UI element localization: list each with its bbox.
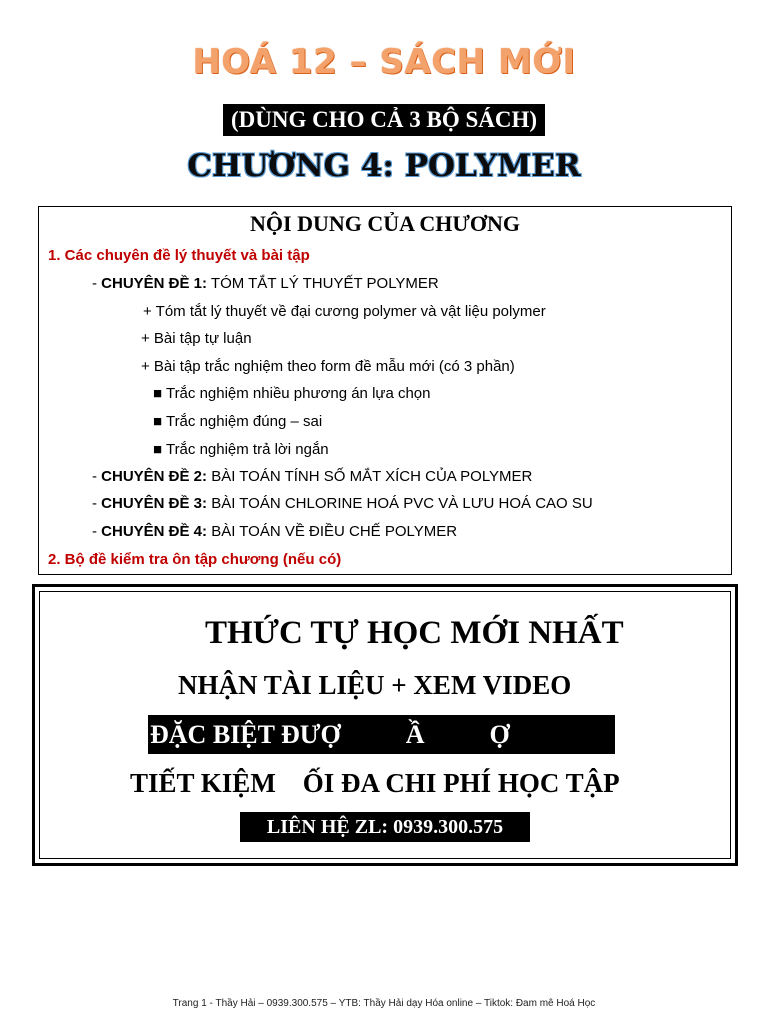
topic-2 [92,467,532,487]
topic-4-text: BÀI TOÁN VỀ ĐIỀU CHẾ POLYMER [207,523,458,540]
section-review-tests: 2. Bộ đề kiểm tra ôn tập chương (nếu có) [48,551,342,568]
topic-3-label: CHUYÊN ĐỀ 3: [101,495,208,512]
topic-1 [92,274,439,294]
quiz-part-multiple-choice: ■ Trắc nghiệm nhiều phương án lựa chọn [153,385,431,402]
document-subtitle: (DÙNG CHO CẢ 3 BỘ SÁCH) [223,104,545,136]
document-title: HOÁ 12 – SÁCH MỚI [192,42,576,82]
promo-line-1: THỨC TỰ HỌC MỚI NHẤT [205,615,624,651]
quiz-part-short-answer: ■ Trắc nghiệm trả lời ngắn [153,441,329,458]
topic-1-item-summary: + Tóm tắt lý thuyết về đại cương polymer và vật liệu polymer [143,303,546,320]
topic-3-prefix: - [92,495,102,512]
topic-1-text: TÓM TẮT LÝ THUYẾT POLYMER [207,275,439,292]
promo-line-2: NHẬN TÀI LIỆU + XEM VIDEO [178,670,572,700]
topic-1-item-quiz: + Bài tập trắc nghiệm theo form đề mẫu mới (có 3 phần) [141,358,515,375]
promo-line-3: ĐẶC BIỆT ĐƯỢ Ầ Ợ [150,720,510,749]
topic-1-label: CHUYÊN ĐỀ 1: [101,275,208,292]
section-theory-exercises: 1. Các chuyên đề lý thuyết và bài tập [48,247,310,264]
promo-line-4: TIẾT KIỆM ỐI ĐA CHI PHÍ HỌC TẬP [130,768,620,798]
topic-4 [92,522,457,542]
contact-badge: LIÊN HỆ ZL: 0939.300.575 [240,812,530,842]
subtitle-wrapper [0,104,768,136]
topic-2-label: CHUYÊN ĐỀ 2: [101,468,208,485]
topic-4-prefix: - [92,523,102,540]
quiz-part-true-false: ■ Trắc nghiệm đúng – sai [153,413,323,430]
chapter-contents-box [38,206,732,575]
topic-4-label: CHUYÊN ĐỀ 4: [101,523,208,540]
page-footer: Trang 1 - Thầy Hải – 0939.300.575 – YTB: Thầy Hải dạy Hóa online – Tiktok: Đam mê Hoá Học [172,998,596,1009]
topic-2-prefix: - [92,468,102,485]
topic-1-item-essay: + Bài tập tự luận [141,330,252,347]
contents-heading: NỘI DUNG CỦA CHƯƠNG [250,211,520,236]
chapter-title: CHƯƠNG 4: POLYMER [187,148,581,184]
topic-1-prefix: - [92,275,102,292]
topic-3-text: BÀI TOÁN CHLORINE HOÁ PVC VÀ LƯU HOÁ CAO SU [207,495,593,512]
topic-3 [92,494,593,514]
topic-2-text: BÀI TOÁN TÍNH SỐ MẮT XÍCH CỦA POLYMER [207,468,533,485]
